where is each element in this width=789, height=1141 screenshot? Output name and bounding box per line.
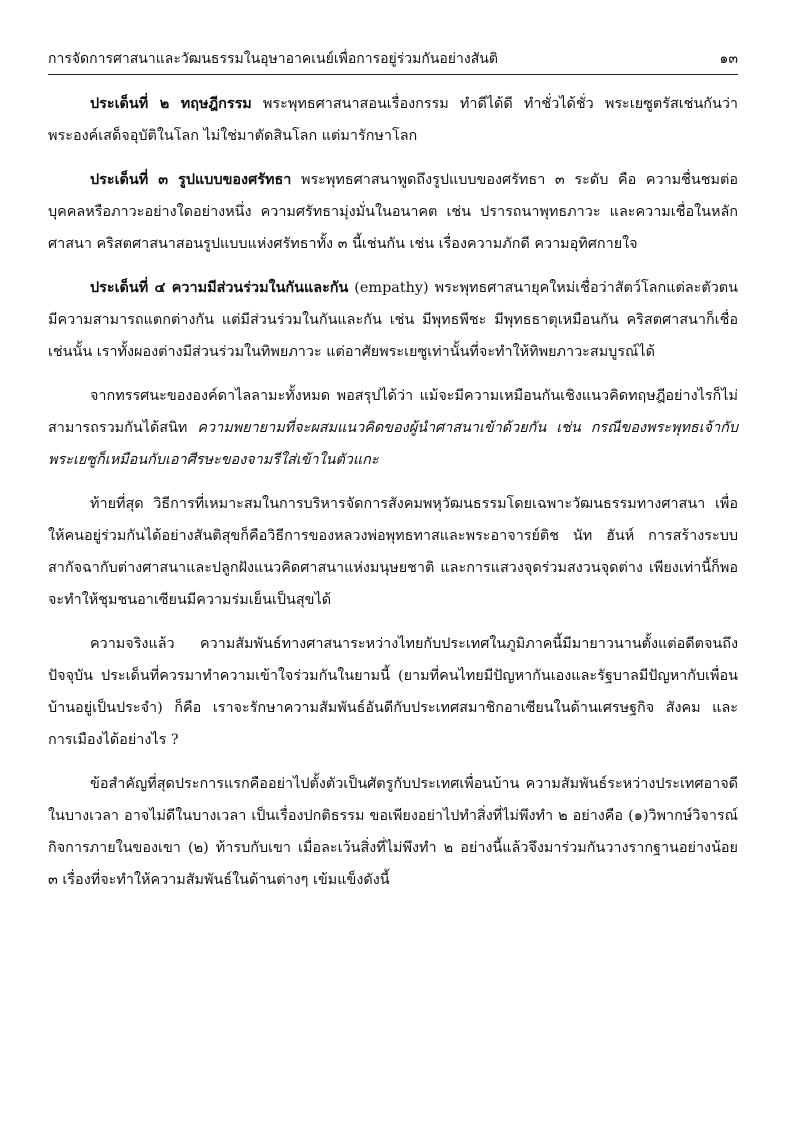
paragraph-conclusion-method — [48, 488, 738, 616]
paragraph-forms-of-faith — [48, 164, 738, 260]
paragraph-text: ความจริงแล้ว ความสัมพันธ์ทางศาสนาระหว่างไทยกับประเทศในภูมิภาคนี้มีมายาวนานตั้งแต่อดีตจนถึงปัจจุบัน ประเด็นที่ควรมาทำความเข้าใจร่วมกันในยามนี้ (ยามที่คนไทยมีปัญหากันเองและรัฐบาลมีปัญหากับเพื่อนบ้านอยู่เป็นประจำ) ก็คือ เราจะรักษาความสัมพันธ์อันดีกับประเทศสมาชิกอาเซียนในด้านเศรษฐกิจ สังคม และการเมืองได้อย่างไร ? — [48, 636, 738, 748]
paragraph-theory-of-karma — [48, 88, 738, 152]
paragraph-text: ท้ายที่สุด วิธีการที่เหมาะสมในการบริหารจัดการสังคมพหุวัฒนธรรมโดยเฉพาะวัฒนธรรมทางศาสนา เพื่อให้คนอยู่ร่วมกันได้อย่างสันติสุขก็คือวิธีการของหลวงพ่อพุทธทาสและพระอาจารย์ติช นัท ฮันห์ การสร้างระบบสากัจฉากับต่างศาสนาและปลูกฝังแนวคิดศาสนาแห่งมนุษยชาติ และการแสวงจุดร่วมสงวนจุดต่าง เพียงเท่านี้ก็พอจะทำให้ชุมชนอาเซียนมีความร่มเย็นเป็นสุขได้ — [48, 496, 738, 608]
paragraph-heading: ประเด็นที่ ๓ รูปแบบของศรัทธา — [90, 171, 292, 188]
paragraph-dalai-lama-summary — [48, 380, 738, 476]
paragraph-heading: ประเด็นที่ ๒ ทฤษฎีกรรม — [90, 95, 252, 112]
running-header — [48, 48, 738, 75]
paragraph-text: พระพุทธศาสนาสอนเรื่องกรรม ทำดีได้ดี ทำชั่วได้ชั่ว พระเยซูตรัสเช่นกันว่า พระองค์เสด็จอุบัติในโลก ไม่ใช่มาตัดสินโลก แต่มารักษาโลก — [48, 96, 738, 144]
paragraph-text: (empathy) พระพุทธศาสนายุคใหม่เชื่อว่าสัตว์โลกแต่ละตัวตนมีความสามารถแตกต่างกัน แต่มีส่วนร่วมในกันและกัน เช่น มีพุทธพีชะ มีพุทธธาตุเหมือนกัน คริสตศาสนาก็เชื่อเช่นนั้น เราทั้งผองต่างมีส่วนร่วมในทิพยภาวะ แต่อาศัยพระเยซูเท่านั้นที่จะทำให้ทิพยภาวะสมบูรณ์ได้ — [48, 280, 738, 360]
paragraph-italic-quote: ความพยายามที่จะผสมแนวคิดของผู้นำศาสนาเข้าด้วยกัน เช่น กรณีของพระพุทธเจ้ากับพระเยซูก็เหมือนกับเอาศีรษะของจามรีใส่เข้าในตัวแกะ — [48, 420, 738, 468]
paragraph-neighbor-relations — [48, 768, 738, 896]
paragraph-text: ข้อสำคัญที่สุดประการแรกคืออย่าไปตั้งตัวเป็นศัตรูกับประเทศเพื่อนบ้าน ความสัมพันธ์ระหว่างประเทศอาจดีในบางเวลา อาจไม่ดีในบางเวลา เป็นเรื่องปกติธรรม ขอเพียงอย่าไปทำสิ่งที่ไม่พึงทำ ๒ อย่างคือ (๑)วิพากษ์วิจารณ์กิจการภายในของเขา (๒) ท้ารบกับเขา เมื่อละเว้นสิ่งที่ไม่พึงทำ ๒ อย่างนี้แล้วจึงมาร่วมกันวางรากฐานอย่างน้อย ๓ เรื่องที่จะทำให้ความสัมพันธ์ในด้านต่างๆ เข้มแข็งดังนี้ — [48, 776, 738, 888]
paragraph-text: พระพุทธศาสนาพูดถึงรูปแบบของศรัทธา ๓ ระดับ คือ ความชื่นชมต่อบุคคลหรือภาวะอย่างใดอย่างหนึ่ง ความศรัทธามุ่งมั่นในอนาคต เช่น ปรารถนาพุทธภาวะ และความเชื่อในหลักศาสนา คริสตศาสนาสอนรูปแบบแห่งศรัทธาทั้ง ๓ นี้เช่นกัน เช่น เรื่องความภักดี ความอุทิศกายใจ — [48, 172, 739, 252]
page-number: ๑๓ — [719, 51, 738, 67]
body-text — [48, 88, 738, 908]
paragraph-heading: ประเด็นที่ ๔ ความมีส่วนร่วมในกันและกัน — [90, 279, 349, 296]
header-title: การจัดการศาสนาและวัฒนธรรมในอุษาอาคเนย์เพื่อการอยู่ร่วมกันอย่างสันติ — [48, 51, 498, 67]
paragraph-religious-relations — [48, 628, 738, 756]
paragraph-empathy — [48, 272, 738, 368]
paragraph-text: จากทรรศนะขององค์ดาไลลามะทั้งหมด พอสรุปได้ว่า แม้จะมีความเหมือนกันเชิงแนวคิดทฤษฎีอย่างไรก็ไม่สามารถรวมกันได้สนิท — [48, 388, 738, 436]
